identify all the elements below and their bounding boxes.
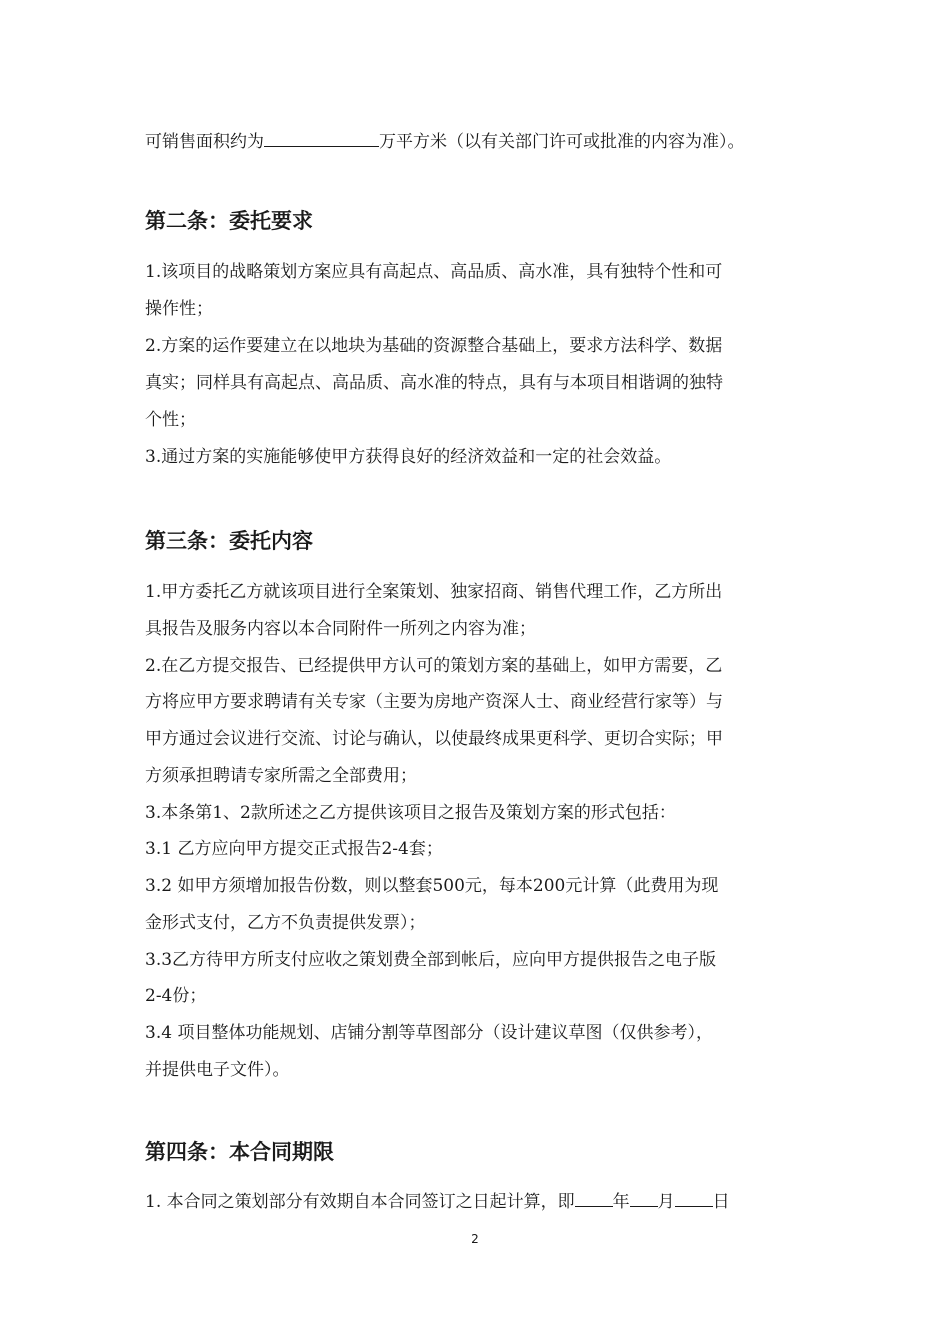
section2-line: 真实；同样具有高起点、高品质、高水准的特点，具有与本项目相谐调的独特 (145, 373, 723, 393)
section2-line: 操作性； (145, 299, 213, 319)
section3-line: 金形式支付，乙方不负责提供发票）； (145, 913, 426, 933)
section3-line: 具报告及服务内容以本合同附件一所列之内容为准； (145, 619, 536, 639)
term-line-text: 1. 本合同之策划部分有效期自本合同签订之日起计算，即 (145, 1192, 575, 1212)
section4-heading: 第四条：本合同期限 (145, 1140, 334, 1164)
intro-prefix: 可销售面积约为 (145, 132, 264, 152)
section4-line (145, 1188, 810, 1214)
section3-line: 2-4份； (145, 986, 207, 1006)
section3-line: 3.3乙方待甲方所支付应收之策划费全部到帐后，应向甲方提供报告之电子版 (145, 950, 717, 970)
section2-line: 个性； (145, 410, 196, 430)
year-blank (575, 1188, 613, 1207)
day-blank (675, 1188, 713, 1207)
section3-line: 3.本条第1、2款所述之乙方提供该项目之报告及策划方案的形式包括： (145, 803, 676, 823)
section2-heading: 第二条：委托要求 (145, 209, 313, 233)
section3-line: 1.甲方委托乙方就该项目进行全案策划、独家招商、销售代理工作，乙方所出 (145, 582, 723, 602)
section3-line: 3.2 如甲方须增加报告份数，则以整套500元，每本200元计算（此费用为现 (145, 876, 719, 896)
area-blank (264, 128, 379, 147)
day-label: 日 (712, 1192, 730, 1212)
section2-line: 1.该项目的战略策划方案应具有高起点、高品质、高水准，具有独特个性和可 (145, 262, 723, 282)
page-number: 2 (471, 1232, 479, 1246)
section3-line: 并提供电子文件）。 (145, 1060, 290, 1080)
month-blank (630, 1188, 658, 1207)
section3-line: 3.4 项目整体功能规划、店铺分割等草图部分（设计建议草图（仅供参考）， (145, 1023, 713, 1043)
month-label: 月 (657, 1192, 675, 1212)
section3-line: 方须承担聘请专家所需之全部费用； (145, 766, 417, 786)
intro-line (145, 128, 810, 154)
section3-line: 2.在乙方提交报告、已经提供甲方认可的策划方案的基础上，如甲方需要，乙 (145, 656, 723, 676)
section3-heading: 第三条：委托内容 (145, 529, 313, 553)
section3-line: 甲方通过会议进行交流、讨论与确认，以使最终成果更科学、更切合实际；甲 (145, 729, 723, 749)
section2-line: 2.方案的运作要建立在以地块为基础的资源整合基础上，要求方法科学、数据 (145, 336, 723, 356)
section3-line: 3.1 乙方应向甲方提交正式报告2-4套； (145, 839, 443, 859)
intro-suffix: 万平方米（以有关部门许可或批准的内容为准）。 (379, 132, 745, 152)
section3-line: 方将应甲方要求聘请有关专家（主要为房地产资深人士、商业经营行家等）与 (145, 692, 723, 712)
year-label: 年 (612, 1192, 630, 1212)
section2-line: 3.通过方案的实施能够使甲方获得良好的经济效益和一定的社会效益。 (145, 447, 672, 467)
